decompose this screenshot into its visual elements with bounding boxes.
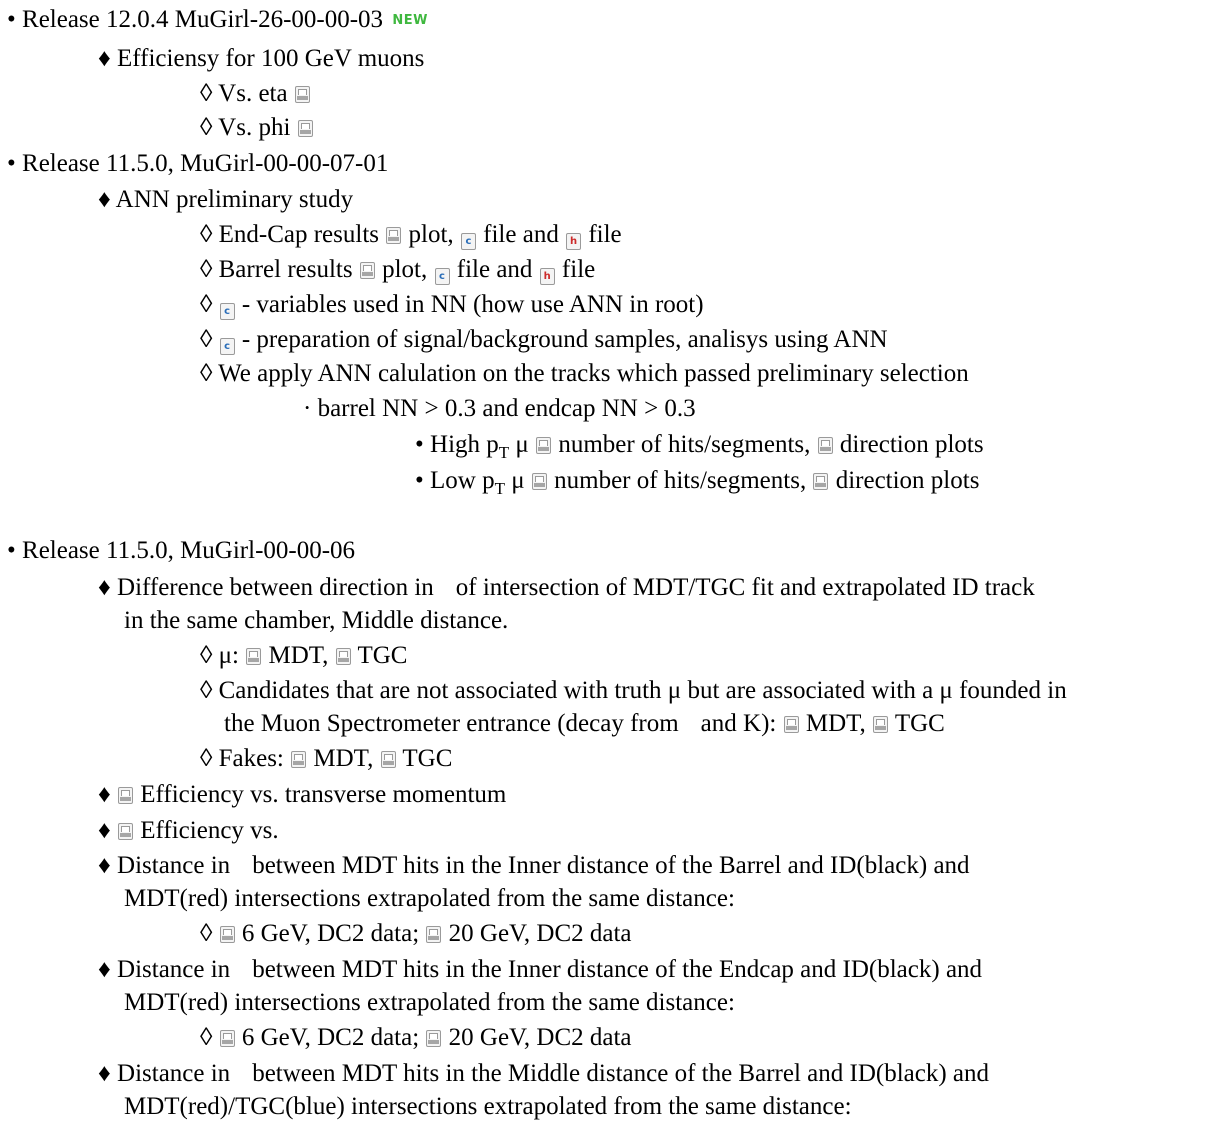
printer-icon[interactable]	[813, 473, 828, 490]
bullet: ♦	[98, 1060, 111, 1087]
new-badge: NEW	[392, 13, 428, 28]
list-item	[98, 815, 279, 847]
list-item	[200, 918, 632, 950]
printer-icon[interactable]	[295, 86, 310, 103]
file-text[interactable]: file and	[456, 256, 533, 283]
mdt-link[interactable]: MDT,	[268, 642, 329, 669]
list-item: ♦ Difference between direction in of intersection of MDT/TGC fit and extrapolated ID track	[98, 574, 1035, 601]
printer-icon[interactable]	[291, 751, 306, 768]
bullet: ◊	[200, 80, 213, 107]
list-item	[200, 254, 595, 286]
bullet: ◊	[200, 291, 213, 318]
bullet: ◊	[200, 642, 213, 669]
printer-icon[interactable]	[360, 262, 375, 279]
efficiency-link[interactable]: Efficiency vs.	[140, 817, 279, 844]
c-file-icon[interactable]	[435, 268, 450, 285]
bullet: ♦	[98, 817, 111, 844]
list-item-continuation: MDT(red) intersections extrapolated from the same distance:	[124, 989, 735, 1016]
high-pt-label: High $p_T$ μ	[430, 431, 529, 462]
plot-text[interactable]: plot,	[382, 256, 428, 283]
list-item	[200, 219, 622, 251]
list-item	[415, 465, 979, 497]
list-item: ♦ Distance in between MDT hits in the Inner distance of the Barrel and ID(black) and	[98, 852, 970, 879]
plot-text[interactable]: plot,	[408, 221, 454, 248]
list-item: ◊ μ: MDT, TGC	[200, 642, 408, 669]
mdt-link[interactable]: MDT,	[313, 745, 374, 772]
list-item: ◊ Candidates that are not associated with truth μ but are associated with a μ founded in	[200, 677, 1067, 704]
link-vs-eta[interactable]: Vs. eta	[218, 80, 288, 107]
item-text: ANN preliminary study	[115, 186, 354, 213]
bullet: •	[415, 431, 424, 458]
bullet: ◊	[200, 360, 213, 387]
bullet: ♦	[98, 45, 111, 72]
bullet: ·	[303, 395, 312, 422]
mdt-link[interactable]: MDT,	[805, 710, 866, 737]
printer-icon[interactable]	[818, 437, 833, 454]
release-title: Release 11.5.0, MuGirl-00-00-06	[22, 537, 356, 564]
printer-icon[interactable]	[118, 787, 133, 804]
list-item	[98, 779, 506, 811]
barrel-label: Barrel results	[218, 256, 353, 283]
hits-link[interactable]: number of hits/segments,	[558, 431, 811, 458]
direction-link[interactable]: direction plots	[839, 431, 984, 458]
list-item-continuation: MDT(red) intersections extrapolated from the same distance:	[124, 885, 735, 912]
bullet: •	[7, 6, 16, 33]
direction-link[interactable]: direction plots	[835, 467, 980, 494]
list-item	[200, 78, 311, 110]
bullet: ◊	[200, 256, 213, 283]
bullet: ♦	[98, 956, 111, 983]
item-text: - preparation of signal/background samples, analisys using ANN	[241, 326, 888, 353]
list-item	[200, 112, 314, 144]
item-text: - variables used in NN (how use ANN in root)	[241, 291, 704, 318]
c-file-icon[interactable]	[220, 338, 235, 355]
list-item	[98, 184, 353, 216]
bullet: ◊	[200, 745, 213, 772]
bullet: •	[7, 537, 16, 564]
tgc-link[interactable]: TGC	[402, 745, 453, 772]
list-item	[200, 324, 888, 356]
bullet: ◊	[200, 1024, 213, 1051]
bullet: ◊	[200, 114, 213, 141]
list-item	[98, 43, 424, 75]
c-file-icon[interactable]	[461, 233, 476, 250]
item-text: barrel NN > 0.3 and endcap NN > 0.3	[317, 395, 696, 422]
list-item-continuation: MDT(red)/TGC(blue) intersections extrapolated from the same distance:	[124, 1093, 852, 1120]
item-text: We apply ANN calulation on the tracks which passed preliminary selection	[218, 360, 969, 387]
printer-icon[interactable]	[220, 926, 235, 943]
link-vs-phi[interactable]: Vs. phi	[218, 114, 291, 141]
printer-icon[interactable]	[118, 823, 133, 840]
file-text[interactable]: file and	[483, 221, 559, 248]
printer-icon[interactable]	[784, 716, 799, 733]
gev20-link[interactable]: 20 GeV, DC2 data	[448, 1024, 632, 1051]
printer-icon[interactable]	[246, 648, 261, 665]
printer-icon[interactable]	[381, 751, 396, 768]
bullet: •	[7, 150, 16, 177]
printer-icon[interactable]	[532, 473, 547, 490]
list-item	[415, 429, 984, 461]
list-item: ♦ Distance in between MDT hits in the Middle distance of the Barrel and ID(black) and	[98, 1060, 990, 1087]
release-title: Release 12.0.4 MuGirl-26-00-00-03	[22, 6, 384, 33]
printer-icon[interactable]	[536, 437, 551, 454]
bullet: ◊	[200, 221, 213, 248]
bullet: •	[415, 467, 424, 494]
gev6-link[interactable]: 6 GeV, DC2 data;	[241, 1024, 420, 1051]
bullet: ◊	[200, 677, 213, 704]
hits-link[interactable]: number of hits/segments,	[554, 467, 807, 494]
release-heading	[7, 535, 355, 567]
bullet: ♦	[98, 781, 111, 808]
gev20-link[interactable]: 20 GeV, DC2 data	[448, 920, 632, 947]
list-item	[200, 358, 969, 390]
endcap-label: End-Cap results	[218, 221, 379, 248]
efficiency-pt-link[interactable]: Efficiency vs. transverse momentum	[140, 781, 507, 808]
bullet: ◊	[200, 326, 213, 353]
printer-icon[interactable]	[220, 1030, 235, 1047]
printer-icon[interactable]	[386, 227, 401, 244]
list-item	[200, 1022, 632, 1054]
list-item	[200, 289, 704, 321]
h-file-icon[interactable]	[540, 268, 555, 285]
printer-icon[interactable]	[873, 716, 888, 733]
list-item: ♦ Distance in between MDT hits in the Inner distance of the Endcap and ID(black) and	[98, 956, 983, 983]
bullet: ♦	[98, 852, 111, 879]
release-heading	[7, 148, 388, 180]
file-text[interactable]: file	[561, 256, 596, 283]
printer-icon[interactable]	[426, 1030, 441, 1047]
release-title: Release 11.5.0, MuGirl-00-00-07-01	[22, 150, 389, 177]
list-item: ◊ Fakes: MDT, TGC	[200, 745, 453, 772]
printer-icon[interactable]	[426, 926, 441, 943]
release-heading	[7, 4, 428, 36]
h-file-icon[interactable]	[566, 233, 581, 250]
bullet: ◊	[200, 920, 213, 947]
bullet: ♦	[98, 186, 111, 213]
tgc-link[interactable]: TGC	[894, 710, 945, 737]
gev6-link[interactable]: 6 GeV, DC2 data;	[241, 920, 420, 947]
bullet: ♦	[98, 574, 111, 601]
item-text: Efficiensy for 100 GeV muons	[117, 45, 425, 72]
tgc-link[interactable]: TGC	[357, 642, 408, 669]
printer-icon[interactable]	[336, 648, 351, 665]
list-item-continuation: the Muon Spectrometer entrance (decay from and K): MDT, TGC	[224, 710, 945, 737]
list-item	[303, 393, 696, 425]
list-item-continuation: in the same chamber, Middle distance.	[124, 607, 509, 634]
low-pt-label: Low $p_T$ μ	[430, 467, 525, 498]
printer-icon[interactable]	[298, 120, 313, 137]
file-text[interactable]: file	[588, 221, 622, 248]
c-file-icon[interactable]	[220, 303, 235, 320]
